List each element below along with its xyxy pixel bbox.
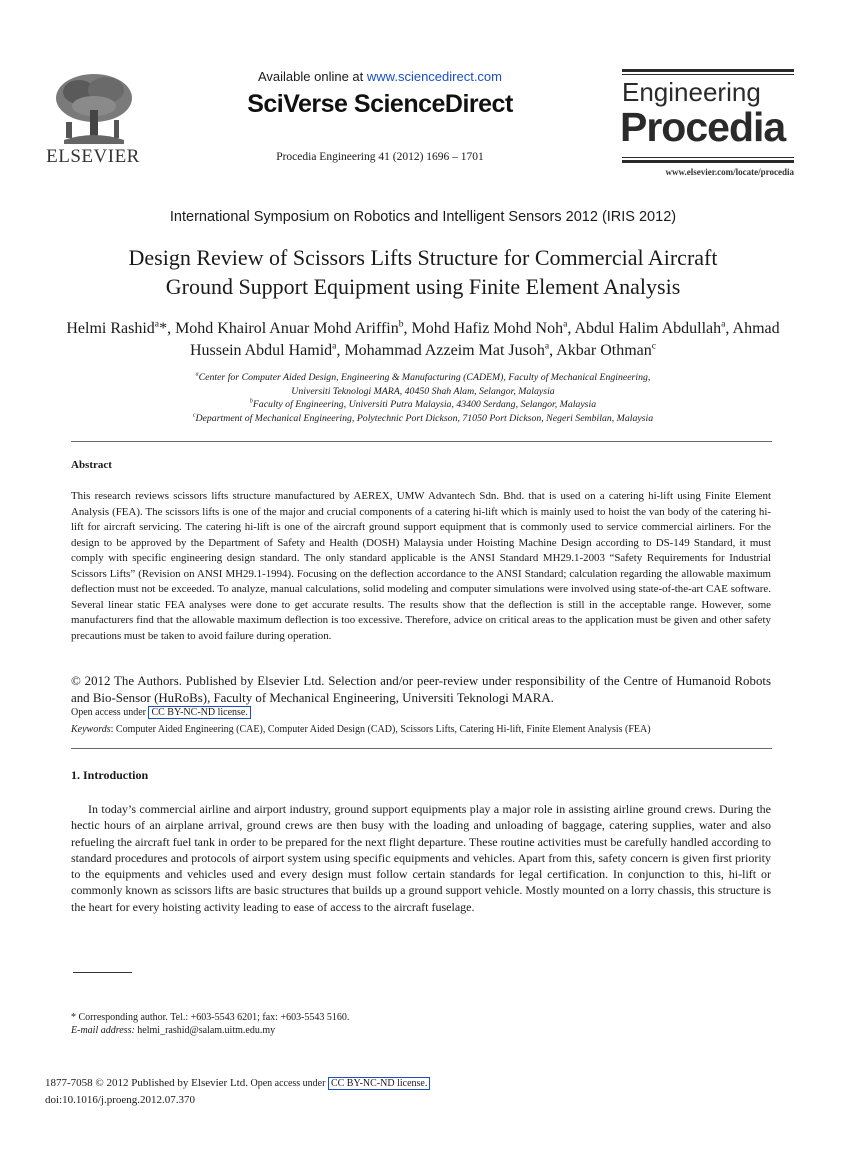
affiliation-sup: c — [192, 412, 196, 419]
publisher-name: ELSEVIER — [46, 146, 140, 167]
journal-url[interactable]: www.elsevier.com/locate/procedia — [665, 167, 794, 177]
keywords-label: Keywords — [71, 724, 111, 735]
sciencedirect-link[interactable]: www.sciencedirect.com — [366, 69, 502, 84]
section-heading: 1. Introduction — [71, 768, 149, 782]
introduction-paragraph: In today’s commercial airline and airport industry, ground support equipments play a major role in assisting airline ground crews. During the hectic hours of an airplane arrival, ground crews are then busy with the loading and unloading of baggage, catering supplies, water and also refueling the aircraft fuel tank in order to be prepared for the next flight departure. These routine activities must be carefully handled according to standard procedures and protocols of airport system using specific equipments and vehicles. Apart from this, safety concern is given first priority to the equipments and vehicles used and every design must follow certain standards for legal certification. In conjunction to this, hi-lift or commonly known as scissors lifts are basic structures that builds up a ground support vehicle. Mostly mounted on a lorry chassis, this structure is the heart for every hoisting activity leading to ease of access to the aircraft fuselage. — [71, 802, 771, 914]
copyright-notice: © 2012 The Authors. Published by Elsevier Ltd. Selection and/or peer-review under responsibility of the Centre of Humanoid Robots and Bio-Sensor (HuRoBs), Faculty of Mechanical Engineering, Universiti Teknologi MARA. — [71, 674, 771, 705]
keywords-text: : Computer Aided Engineering (CAE), Computer Aided Design (CAD), Scissors Lifts, Catering Hi-lift, Finite Element Analysis (FEA) — [110, 724, 651, 735]
email-label: E-mail address: — [71, 1025, 135, 1036]
title-line: Design Review of Scissors Lifts Structure for Commercial Aircraft — [128, 245, 718, 270]
author-sup: a — [563, 318, 568, 330]
available-prefix: Available online at — [257, 69, 367, 84]
corresponding-author-note: * Corresponding author. Tel.: +603-5543 6201; fax: +603-5543 5160. — [71, 1012, 350, 1023]
affiliation — [60, 385, 786, 399]
author-sup: a — [721, 318, 726, 330]
author: Abdul Halim Abdullah — [574, 320, 722, 337]
conference-name: International Symposium on Robotics and Intelligent Sensors 2012 (IRIS 2012) — [169, 209, 677, 225]
journal-logo-line1: Engineering — [622, 77, 761, 107]
platform-name: SciVerse ScienceDirect — [247, 90, 513, 118]
license-link[interactable]: CC BY-NC-ND license. — [148, 706, 250, 719]
section-divider — [71, 748, 772, 749]
author-sup: a — [332, 340, 337, 352]
keywords — [71, 723, 771, 736]
affiliation — [60, 398, 786, 412]
author: Mohd Hafiz Mohd Noh — [411, 320, 564, 337]
abstract-paragraph: This research reviews scissors lifts structure manufactured by AEREX, UMW Advantech Sdn. Bhd. that is used on a catering hi-lift using Finite Element Analysis (FEA). The scissors lifts is one of the major and crucial components of a catering hi-lift which is mainly used to hoist the van body of the catering hi-lift for aircraft servicing. The catering hi-lift is one of the aircraft ground support equipment that is commonly used to service commercial airliners. For the design to be approved by the Department of Safety and Health (DOSH) Malaysia under Hoisting Machine Design according to DS-149 Standard, it must comply with specific engineering design standard. The only standard applicable is the ANSI Standard MH29.1-2003 “Safety Requirements for Industrial Scissors Lifts” (Revision on ANSI MH29.1-1994). Focusing on the deflection accordance to the ANSI Standard; calculation regarding the allowable maximum deflection must not be exceeded. To analyze, manual calculations, solid modeling and computer simulations were involved using state-of-the-art CAE software. Several linear static FEA analyses were done to get accurate results. The results show that the deflection is still in the acceptable range. However, some manufacturers find that the allowable maximum deflection is too excessive. Therefore, advice on critical areas to the application must be given and other safety precautions must be taken to avoid failure during operation. — [71, 490, 771, 642]
author-star: *, — [159, 320, 176, 337]
journal-logo-rule — [622, 74, 794, 75]
affiliations — [60, 371, 786, 425]
journal-reference: Procedia Engineering 41 (2012) 1696 – 1701 — [276, 151, 484, 163]
paper-title — [60, 243, 786, 301]
doi[interactable]: doi:10.1016/j.proeng.2012.07.370 — [45, 1094, 196, 1106]
affiliation-text: Universiti Teknologi MARA, 40450 Shah Alam, Selangor, Malaysia — [291, 385, 555, 397]
author-sup: c — [651, 340, 657, 352]
introduction-body — [71, 801, 771, 915]
email-note — [71, 1024, 275, 1037]
open-access-prefix: Open access under — [247, 1078, 328, 1089]
email-address[interactable]: helmi_rashid@salam.uitm.edu.my — [134, 1025, 276, 1036]
affiliation — [60, 412, 786, 426]
license-link[interactable]: CC BY-NC-ND license. — [328, 1077, 430, 1090]
affiliation-text: Center for Computer Aided Design, Engineering & Manufacturing (CADEM), Faculty of Mechanical Engineering, — [198, 372, 651, 383]
affiliation-sup: b — [249, 398, 253, 405]
affiliation-sup: a — [195, 371, 199, 378]
author: Akbar Othman — [556, 342, 652, 359]
affiliation-text: Faculty of Engineering, Universiti Putra Malaysia, 43400 Serdang, Selangor, Malaysia — [252, 399, 597, 410]
author: Mohd Khairol Anuar Mohd Ariffin — [175, 320, 399, 337]
open-access-prefix: Open access under — [71, 707, 149, 718]
journal-logo-line2: Procedia — [620, 104, 786, 150]
author-list: Helmi Rashid$^a$*, Mohd Khairol Anuar Mohd Ariffin$^b$, Mohd Hafiz Mohd Noh$^a$, Abdul Halim Abdullah$^a$, Ahmad Hussein Abdul Hamid$^a$, Mohammad Azzeim Mat Jusoh$^a$, Akbar Othman$^c$ — [66, 318, 780, 359]
author: Helmi Rashid — [66, 320, 155, 337]
author-sup: b — [398, 318, 404, 330]
issn-line — [45, 1077, 430, 1090]
available-online — [230, 69, 530, 84]
open-access-line — [71, 706, 251, 719]
title-line: Ground Support Equipment using Finite Element Analysis — [165, 274, 681, 299]
author-sup: a — [544, 340, 550, 352]
abstract-heading: Abstract — [71, 459, 112, 471]
affiliation — [60, 371, 786, 385]
affiliation-text: Department of Mechanical Engineering, Polytechnic Port Dickson, 71050 Port Dickson, Negeri Sembilan, Malaysia — [195, 412, 654, 424]
section-divider — [71, 441, 772, 442]
author: Mohammad Azzeim Mat Jusoh — [344, 342, 545, 359]
journal-logo-rule — [622, 157, 794, 158]
issn-text: 1877-7058 © 2012 Published by Elsevier Ltd. — [45, 1077, 248, 1089]
abstract-body — [71, 489, 771, 644]
journal-logo-rule — [622, 69, 794, 72]
author: Ahmad Hussein Abdul Hamid — [189, 320, 780, 359]
footnote-rule — [73, 972, 132, 973]
journal-logo-rule — [622, 160, 794, 163]
author-sup: a — [154, 318, 160, 330]
